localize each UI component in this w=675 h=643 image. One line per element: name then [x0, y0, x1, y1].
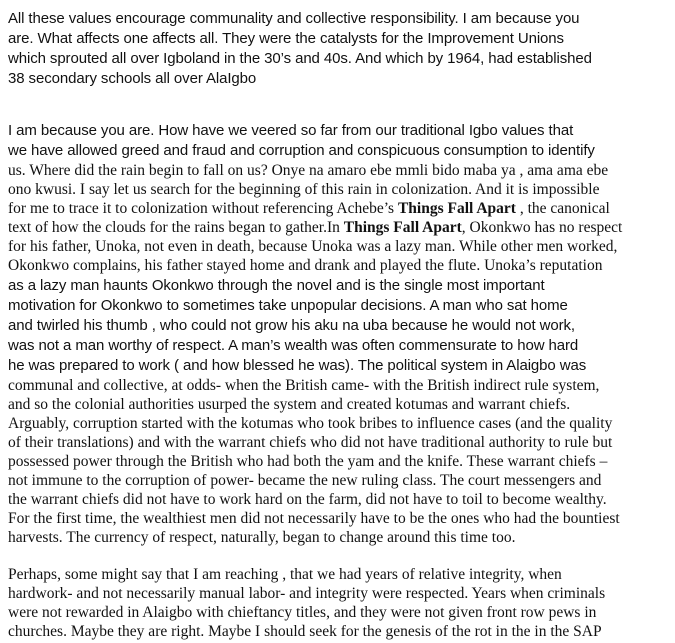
text-line: hardwork- and not necessarily manual labor- and integrity were respected. Years when criminals	[8, 585, 606, 602]
text-line: Perhaps, some might say that I am reaching , that we had years of relative integrity, when	[8, 566, 562, 583]
text-line: for his father, Unoka, not even in death, because Unoka was a lazy man. While other men worked,	[8, 238, 618, 255]
text-line: us. Where did the rain begin to fall on us? Onye na amaro ebe mmli bido maba ya , ama ama ebe	[8, 162, 609, 179]
text-line: 38 secondary schools all over AlaIgbo	[8, 70, 257, 87]
text-line: was not a man worthy of respect. A man’s wealth was often commensurate to how hard	[8, 337, 579, 354]
text-line: communal and collective, at odds- when the British came- with the British indirect rule system,	[8, 377, 600, 394]
text-line: we have allowed greed and fraud and corruption and conspicuous consumption to identify	[8, 142, 595, 159]
text-line: I am because you are. How have we veered so far from our traditional Igbo values that	[8, 122, 574, 139]
text-line: harvests. The currency of respect, naturally, began to change around this time too.	[8, 529, 516, 546]
text-line: are. What affects one affects all. They were the catalysts for the Improvement Unions	[8, 30, 564, 47]
text-line: All these values encourage communality and collective responsibility. I am because you	[8, 10, 580, 27]
text-line: For the first time, the wealthiest men did not necessarily have to be the ones who had the bountiest	[8, 510, 620, 527]
text-line: not immune to the corruption of power- became the new ruling class. The court messengers and	[8, 472, 602, 489]
text-line: and twirled his thumb , who could not grow his aku na uba because he would not work,	[8, 317, 575, 334]
book-title-bold: Things Fall Apart	[397, 200, 520, 217]
text-line: possessed power through the British who had both the yam and the knife. These warrant chiefs –	[8, 453, 608, 470]
text-line: churches. Maybe they are right. Maybe I should seek for the genesis of the rot in the in the SAP	[8, 623, 602, 640]
text-span: , Okonkwo has no respect	[461, 219, 623, 236]
text-line: the warrant chiefs did not have to work hard on the farm, did not have to toil to become wealthy.	[8, 491, 607, 508]
text-line: of their translations) and with the warrant chiefs who did not have traditional authority to rule but	[8, 434, 613, 451]
text-line: which sprouted all over Igboland in the 30’s and 40s. And which by 1964, had established	[8, 50, 592, 67]
text-line: and so the colonial authorities usurped the system and created kotumas and warrant chiefs.	[8, 396, 571, 413]
text-span: for me to trace it to colonization without referencing Achebe’s	[8, 200, 398, 217]
book-title-bold: Things Fall Apart	[343, 219, 462, 236]
text-line: he was prepared to work ( and how blessed he was). The political system in Alaigbo was	[8, 357, 587, 374]
text-span: text of how the clouds for the rains began to gather.In	[8, 219, 344, 236]
text-span: , the canonical	[519, 200, 610, 217]
text-line: Okonkwo complains, his father stayed home and drank and played the flute. Unoka’s reputation	[8, 257, 603, 274]
text-line: ono kwusi. I say let us search for the beginning of this rain in colonization. And it is impossible	[8, 181, 600, 198]
text-line: were not rewarded in Alaigbo with chieftancy titles, and they were not given front row pews in	[8, 604, 597, 621]
text-line	[8, 219, 622, 237]
text-line	[8, 200, 610, 218]
text-line: as a lazy man haunts Okonkwo through the novel and is the single most important	[8, 277, 545, 294]
text-line: Arguably, corruption started with the kotumas who took bribes to influence cases (and the quality	[8, 415, 613, 432]
text-line: motivation for Okonkwo to sometimes take unpopular decisions. A man who sat home	[8, 297, 568, 314]
